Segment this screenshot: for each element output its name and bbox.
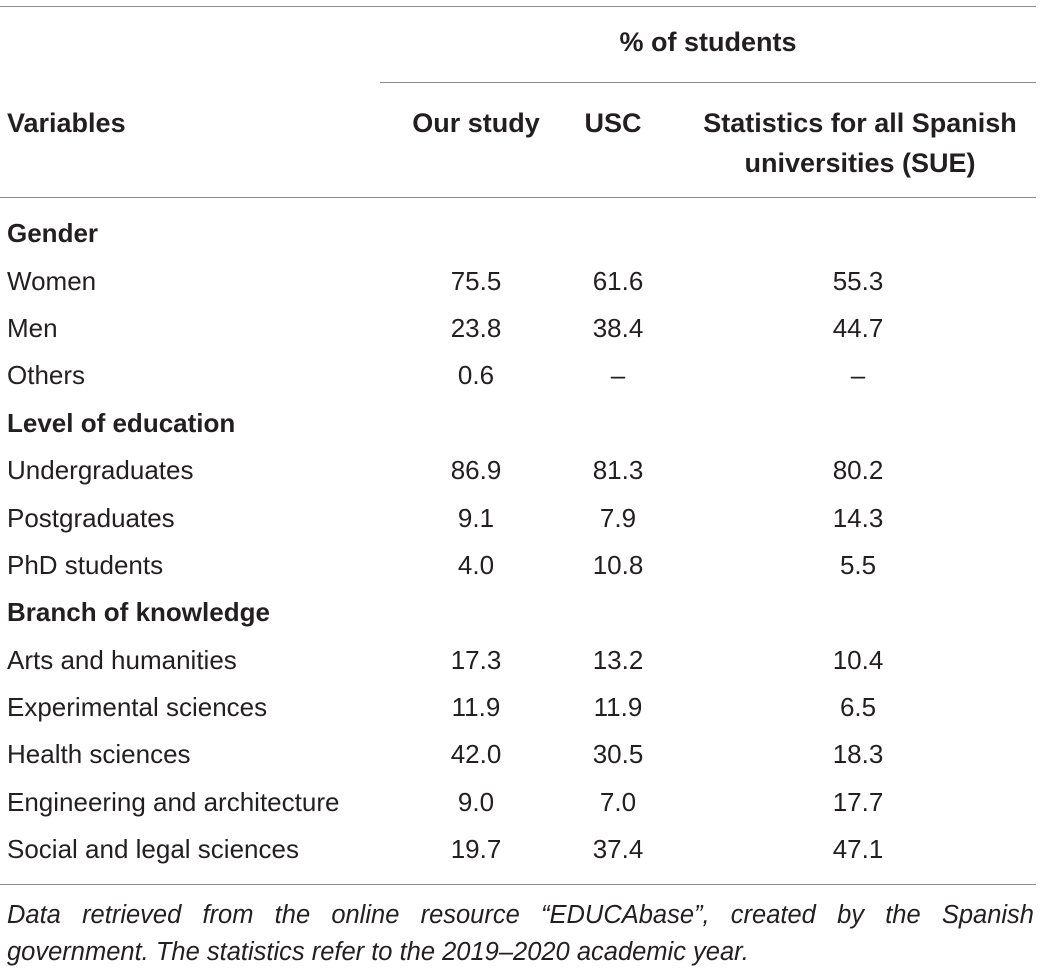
value-usc: 10.8 bbox=[592, 549, 644, 580]
value-sue: 80.2 bbox=[832, 455, 884, 486]
row-label: Postgraduates bbox=[7, 502, 175, 533]
row-label: PhD students bbox=[7, 549, 164, 580]
section-title: Level of education bbox=[7, 407, 236, 438]
row-label: Experimental sciences bbox=[7, 692, 268, 723]
row-label: Men bbox=[7, 312, 58, 343]
table-row bbox=[0, 826, 1036, 873]
table-top-rule bbox=[0, 6, 1036, 7]
header-our-study: Our study bbox=[412, 108, 540, 138]
value-sue: 17.7 bbox=[832, 786, 884, 817]
header-sue-line2: universities (SUE) bbox=[744, 148, 976, 178]
value-sue: 10.4 bbox=[832, 644, 884, 675]
section-title: Gender bbox=[7, 218, 99, 249]
row-label: Health sciences bbox=[7, 739, 191, 770]
value-our-study: 9.1 bbox=[457, 502, 495, 533]
table-row bbox=[0, 637, 1036, 684]
value-our-study: 4.0 bbox=[457, 549, 495, 580]
value-our-study: 42.0 bbox=[450, 739, 502, 770]
table-row bbox=[0, 305, 1036, 352]
section-header-row bbox=[0, 589, 1036, 636]
value-our-study: 11.9 bbox=[451, 692, 501, 723]
header-sue-line1: Statistics for all Spanish bbox=[703, 108, 1017, 138]
table-footnote: Data retrieved from the online resource “EDUCAbase”, created by the Spanish government. The statistics refer to the 2019–2020 academic year. bbox=[7, 901, 1034, 966]
table-row bbox=[0, 257, 1036, 304]
value-usc: 38.4 bbox=[592, 312, 644, 343]
column-group-rule bbox=[380, 82, 1036, 83]
header-usc: USC bbox=[584, 108, 642, 138]
value-usc: 7.0 bbox=[599, 786, 637, 817]
header-sue bbox=[680, 103, 1040, 183]
row-label: Others bbox=[7, 360, 86, 391]
row-label: Women bbox=[7, 265, 97, 296]
row-label: Arts and humanities bbox=[7, 644, 237, 675]
value-usc: 37.4 bbox=[592, 834, 644, 865]
table-row bbox=[0, 542, 1036, 589]
value-our-study: 9.0 bbox=[457, 786, 495, 817]
value-sue: 55.3 bbox=[832, 265, 884, 296]
value-our-study: 23.8 bbox=[450, 312, 502, 343]
value-sue: 14.3 bbox=[832, 502, 884, 533]
value-our-study: 19.7 bbox=[450, 834, 502, 865]
section-header-row bbox=[0, 400, 1036, 447]
value-usc: 13.2 bbox=[592, 644, 644, 675]
row-label: Social and legal sciences bbox=[7, 834, 299, 865]
value-sue: 6.5 bbox=[839, 692, 877, 723]
table-row bbox=[0, 494, 1036, 541]
data-table bbox=[0, 210, 1036, 873]
row-label: Undergraduates bbox=[7, 455, 194, 486]
table-row bbox=[0, 731, 1036, 778]
section-header-row bbox=[0, 210, 1036, 257]
value-sue: 44.7 bbox=[832, 312, 884, 343]
column-group-title: % of students bbox=[619, 27, 797, 57]
table-row bbox=[0, 779, 1036, 826]
value-usc: 81.3 bbox=[592, 455, 644, 486]
value-usc: 7.9 bbox=[599, 502, 637, 533]
value-sue: 18.3 bbox=[832, 739, 884, 770]
table-row bbox=[0, 447, 1036, 494]
header-variables: Variables bbox=[7, 108, 126, 138]
value-sue: 5.5 bbox=[839, 549, 877, 580]
value-usc: 61.6 bbox=[592, 265, 644, 296]
value-sue: – bbox=[850, 360, 866, 391]
value-our-study: 86.9 bbox=[450, 455, 502, 486]
value-usc: – bbox=[610, 360, 626, 391]
value-sue: 47.1 bbox=[832, 834, 884, 865]
table-bottom-rule bbox=[0, 884, 1036, 885]
value-usc: 30.5 bbox=[592, 739, 644, 770]
header-bottom-rule bbox=[0, 197, 1036, 198]
section-title: Branch of knowledge bbox=[7, 597, 270, 628]
value-our-study: 75.5 bbox=[450, 265, 502, 296]
value-our-study: 17.3 bbox=[450, 644, 502, 675]
value-usc: 11.9 bbox=[593, 692, 643, 723]
row-label: Engineering and architecture bbox=[7, 786, 340, 817]
table-row bbox=[0, 352, 1036, 399]
table-row bbox=[0, 684, 1036, 731]
table-body bbox=[0, 210, 1036, 873]
value-our-study: 0.6 bbox=[457, 360, 495, 391]
